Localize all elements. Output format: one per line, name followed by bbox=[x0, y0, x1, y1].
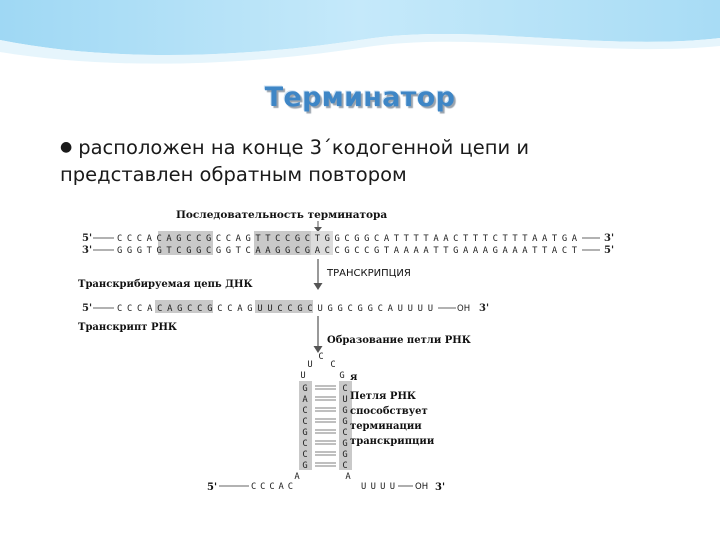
stem-right-base: C bbox=[342, 384, 348, 394]
stem-right-base: C bbox=[342, 428, 348, 438]
dna-top-3prime: 3' bbox=[604, 233, 615, 244]
stem-left-base: G bbox=[302, 384, 308, 394]
loop-caption-line: Петля РНК bbox=[350, 391, 416, 402]
bullet-label: расположен на конце 3´кодогенной цепи и представлен обратным повтором bbox=[60, 136, 530, 186]
label-template-strand: Транскрибируемая цепь ДНК bbox=[78, 279, 253, 290]
label-transcript: Транскрипт РНК bbox=[78, 322, 178, 333]
rna-seq: CCCACAGCCGCCAGUUCCGCUGGCGGCAUUUU bbox=[117, 304, 433, 314]
bullet-icon: ● bbox=[60, 139, 73, 155]
rna-5prime: 5' bbox=[82, 303, 93, 314]
stem-left-base: G bbox=[302, 428, 308, 438]
stem-right-base: C bbox=[342, 461, 348, 471]
label-transcription: ТРАНСКРИПЦИЯ bbox=[327, 268, 411, 279]
stem-left-base: A bbox=[302, 395, 308, 405]
loop-caption-line: терминации bbox=[350, 421, 422, 432]
dna-top-seq: CCCACAGCCGCCAGTTCCGCTGGCGGCATTTTAACTTTCTTTAATGA bbox=[117, 234, 578, 244]
stray-label: я bbox=[350, 372, 358, 383]
hairpin-tail-right: UUUU bbox=[361, 482, 395, 492]
terminator-diagram bbox=[74, 203, 626, 495]
diagram-header: Последовательность терминатора bbox=[176, 209, 388, 221]
stem-right-base: G bbox=[342, 439, 348, 449]
dna-top-5prime: 5' bbox=[82, 233, 93, 244]
stem-right-base: G bbox=[342, 417, 348, 427]
rna-3prime: 3' bbox=[479, 303, 490, 314]
hairpin-tail-left: CCCAC bbox=[251, 482, 293, 492]
bullet-text bbox=[60, 134, 620, 188]
loop-base: U bbox=[300, 371, 306, 381]
hairpin-5prime: 5' bbox=[207, 482, 218, 493]
stem-left-base: C bbox=[302, 406, 308, 416]
label-loop-formation: Образование петли РНК bbox=[327, 335, 471, 346]
hairpin-left-a: A bbox=[294, 472, 300, 482]
hairpin-right-a: A bbox=[345, 472, 351, 482]
stem-right-base: G bbox=[342, 406, 348, 416]
rna-oh: OH bbox=[457, 304, 471, 314]
hairpin-oh: OH bbox=[415, 482, 429, 492]
hairpin-3prime: 3' bbox=[435, 482, 446, 493]
loop-caption-line: способствует bbox=[350, 406, 428, 417]
dna-bottom-3prime: 3' bbox=[82, 245, 93, 256]
slide-title: Терминатор bbox=[264, 82, 456, 113]
dna-bottom-5prime: 5' bbox=[604, 245, 615, 256]
loop-base: G bbox=[339, 371, 345, 381]
loop-base: C bbox=[318, 352, 324, 362]
stem-left-base: G bbox=[302, 461, 308, 471]
stem-right-base: G bbox=[342, 450, 348, 460]
loop-base: C bbox=[330, 360, 336, 370]
dna-duplex bbox=[82, 231, 614, 256]
stem-right-base: U bbox=[342, 395, 348, 405]
stem-left-base: C bbox=[302, 417, 308, 427]
loop-base: U bbox=[307, 360, 313, 370]
stem-left-base: C bbox=[302, 450, 308, 460]
loop-caption-line: транскрипции bbox=[350, 436, 435, 447]
rna-highlight-2 bbox=[255, 300, 313, 313]
stem-left-base: C bbox=[302, 439, 308, 449]
rna-highlight-1 bbox=[155, 300, 213, 313]
dna-highlight-2 bbox=[254, 231, 311, 255]
dna-bottom-seq: GGGTGTCGGCGGTCAAGGCGACCGCCGTAAAATTGAAAGAAATTACT bbox=[117, 246, 578, 256]
